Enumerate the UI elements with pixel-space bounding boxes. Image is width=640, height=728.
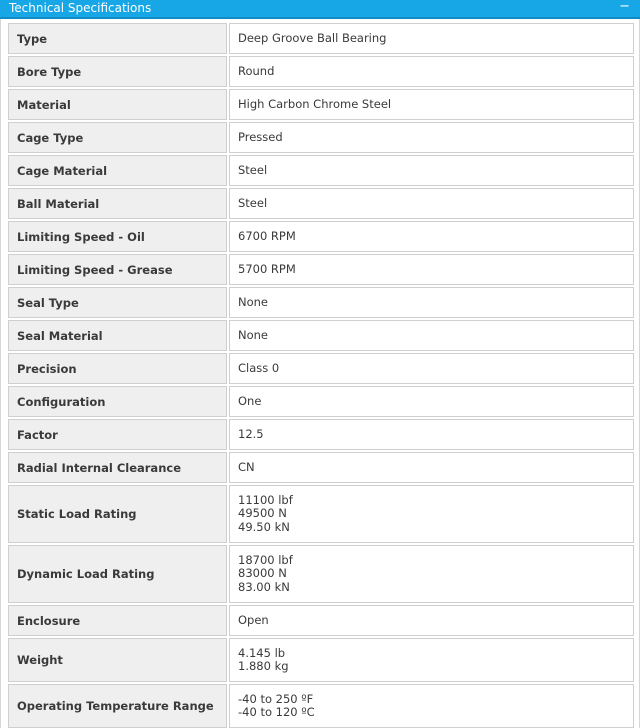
table-row bbox=[8, 419, 634, 450]
spec-value bbox=[229, 320, 634, 351]
spec-value-line: Pressed bbox=[238, 129, 283, 144]
spec-value-line: 1.880 kg bbox=[238, 659, 289, 673]
specs-table-body bbox=[8, 23, 634, 728]
spec-value-line: 49500 N bbox=[238, 506, 287, 521]
spec-value bbox=[229, 254, 634, 285]
spec-value-line: One bbox=[238, 393, 262, 408]
spec-label: Cage Material bbox=[8, 155, 227, 186]
specs-table-container bbox=[0, 19, 640, 728]
spec-value-line: Class 0 bbox=[238, 360, 280, 375]
spec-label: Material bbox=[8, 89, 227, 120]
spec-value-line: High Carbon Chrome Steel bbox=[238, 96, 392, 111]
collapse-icon[interactable]: − bbox=[619, 0, 630, 14]
spec-value-line: 6700 RPM bbox=[238, 228, 296, 243]
table-row bbox=[8, 452, 634, 483]
spec-value bbox=[229, 638, 634, 682]
table-row bbox=[8, 89, 634, 120]
table-row bbox=[8, 684, 634, 728]
spec-label: Enclosure bbox=[8, 605, 227, 636]
table-row bbox=[8, 122, 634, 153]
table-row bbox=[8, 221, 634, 252]
spec-value-line: Steel bbox=[238, 162, 268, 177]
spec-label: Type bbox=[8, 23, 227, 54]
spec-value-line: None bbox=[238, 327, 269, 342]
table-row bbox=[8, 155, 634, 186]
spec-value-line: 83.00 kN bbox=[238, 579, 290, 594]
spec-value-line: 11100 lbf bbox=[238, 492, 293, 507]
spec-value bbox=[229, 605, 634, 636]
spec-value bbox=[229, 452, 634, 483]
specs-table bbox=[6, 21, 636, 728]
spec-label: Ball Material bbox=[8, 188, 227, 219]
spec-label: Precision bbox=[8, 353, 227, 384]
table-row bbox=[8, 188, 634, 219]
spec-value-line: 49.50 kN bbox=[238, 519, 290, 534]
spec-value bbox=[229, 287, 634, 318]
spec-value-line: Steel bbox=[238, 195, 268, 210]
spec-value bbox=[229, 122, 634, 153]
spec-label: Limiting Speed - Grease bbox=[8, 254, 227, 285]
table-row bbox=[8, 23, 634, 54]
table-row bbox=[8, 353, 634, 384]
spec-label: Limiting Speed - Oil bbox=[8, 221, 227, 252]
spec-label: Static Load Rating bbox=[8, 485, 227, 543]
spec-value-line: 5700 RPM bbox=[238, 261, 296, 276]
spec-label: Configuration bbox=[8, 386, 227, 417]
table-row bbox=[8, 485, 634, 543]
spec-label: Cage Type bbox=[8, 122, 227, 153]
spec-value bbox=[229, 155, 634, 186]
spec-value-line: Deep Groove Ball Bearing bbox=[238, 30, 387, 45]
spec-value-line: 18700 lbf bbox=[238, 552, 293, 567]
spec-value-line: 4.145 lb bbox=[238, 645, 286, 660]
spec-value bbox=[229, 419, 634, 450]
panel-header[interactable] bbox=[0, 0, 640, 19]
spec-value bbox=[229, 23, 634, 54]
spec-value-line: -40 to 120 ºC bbox=[238, 705, 315, 719]
spec-value bbox=[229, 386, 634, 417]
table-row bbox=[8, 56, 634, 87]
table-row bbox=[8, 545, 634, 603]
table-row bbox=[8, 386, 634, 417]
spec-value-line: 83000 N bbox=[238, 566, 287, 581]
spec-label: Bore Type bbox=[8, 56, 227, 87]
spec-label: Radial Internal Clearance bbox=[8, 452, 227, 483]
spec-value bbox=[229, 485, 634, 543]
table-row bbox=[8, 254, 634, 285]
table-row bbox=[8, 320, 634, 351]
spec-value-line: CN bbox=[238, 459, 255, 474]
spec-value-line: Open bbox=[238, 612, 269, 627]
spec-label: Seal Type bbox=[8, 287, 227, 318]
spec-value bbox=[229, 89, 634, 120]
spec-label: Factor bbox=[8, 419, 227, 450]
spec-value-line: 12.5 bbox=[238, 426, 264, 441]
spec-label: Seal Material bbox=[8, 320, 227, 351]
panel-title: Technical Specifications bbox=[9, 1, 152, 15]
spec-value bbox=[229, 221, 634, 252]
spec-value bbox=[229, 545, 634, 603]
spec-value bbox=[229, 353, 634, 384]
table-row bbox=[8, 605, 634, 636]
spec-value-line: Round bbox=[238, 63, 275, 78]
spec-value-line: -40 to 250 ºF bbox=[238, 691, 314, 706]
table-row bbox=[8, 287, 634, 318]
spec-value bbox=[229, 684, 634, 728]
spec-label: Weight bbox=[8, 638, 227, 682]
spec-label: Dynamic Load Rating bbox=[8, 545, 227, 603]
spec-value-line: None bbox=[238, 294, 269, 309]
spec-value bbox=[229, 56, 634, 87]
spec-label: Operating Temperature Range bbox=[8, 684, 227, 728]
spec-value bbox=[229, 188, 634, 219]
table-row bbox=[8, 638, 634, 682]
